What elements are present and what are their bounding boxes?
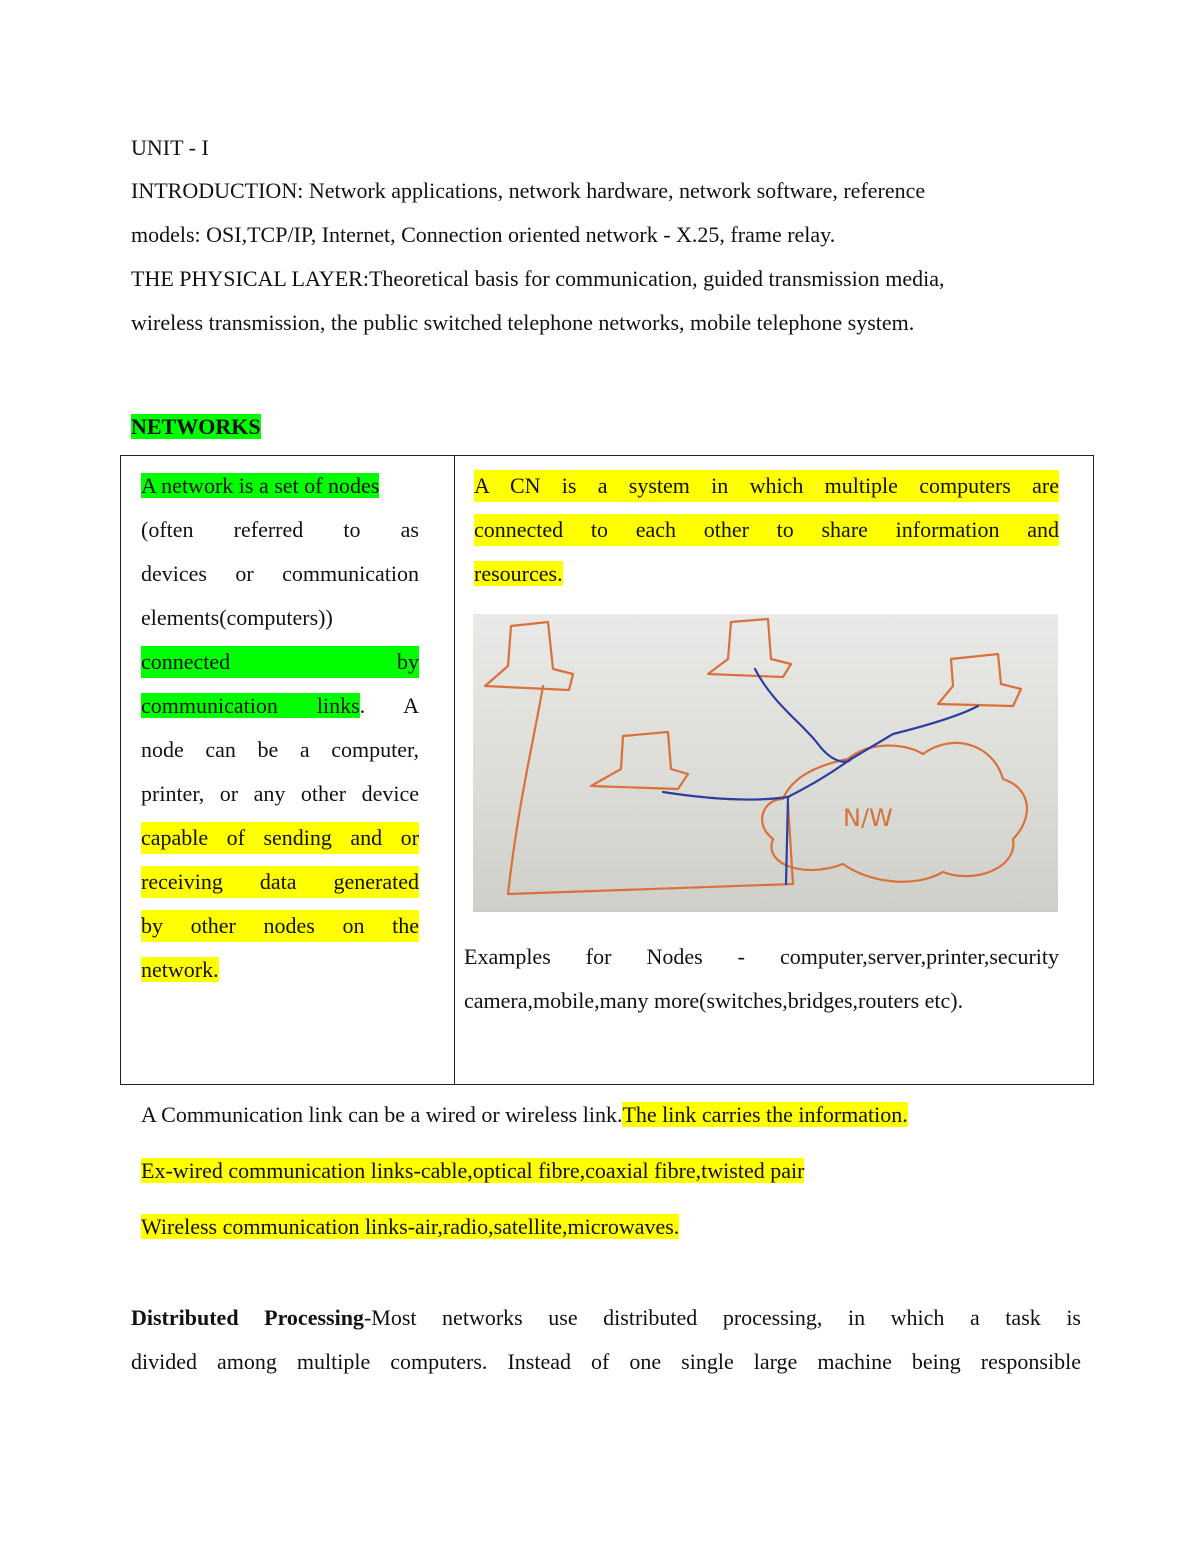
wire-down (786, 797, 788, 884)
wired-links-line: Ex-wired communication links-cable,optical fibre,coaxial fibre,twisted pair (141, 1158, 805, 1183)
left-line-10: receiving data generated (141, 866, 419, 898)
cn-line-3: resources. (474, 561, 563, 586)
examples-line-1: Examples for Nodes - computer,server,printer,security (464, 944, 1059, 969)
wire-left (508, 686, 793, 894)
wire-node3 (851, 706, 978, 759)
node-computer-4 (591, 732, 688, 789)
networks-heading: NETWORKS (131, 414, 261, 439)
network-cloud (762, 743, 1027, 882)
network-definition (141, 470, 419, 998)
network-sketch (473, 614, 1058, 912)
left-line-7: node can be a computer, (141, 737, 419, 762)
network-diagram-photo (473, 614, 1058, 912)
comm-link-line: A Communication link can be a wired or wireless link.The link carries the information. (141, 1102, 908, 1127)
distributed-processing-paragraph (131, 1302, 1081, 1390)
node-examples (464, 941, 1059, 1029)
distributed-term: Distributed Processing (131, 1305, 364, 1330)
wireless-links-line: Wireless communication links-air,radio,satellite,microwaves. (141, 1214, 680, 1239)
cloud-label: N/W (843, 804, 893, 832)
left-line-11: by other nodes on the (141, 910, 419, 942)
cn-line-1: A CN is a system in which multiple computers are (474, 470, 1059, 502)
left-line-3: devices or communication (141, 561, 419, 586)
wire-node2 (755, 669, 851, 762)
left-line-6: communication links. A (141, 693, 419, 718)
node-computer-3 (938, 654, 1021, 706)
cn-definition (474, 470, 1059, 602)
left-line-1: A network is a set of nodes (141, 473, 380, 498)
examples-line-2: camera,mobile,many more(switches,bridges,routers etc). (464, 988, 964, 1013)
cn-line-2: connected to each other to share information and (474, 514, 1059, 546)
left-line-5: connected by (141, 646, 419, 678)
intro-line-2: models: OSI,TCP/IP, Internet, Connection oriented network - X.25, frame relay. (131, 222, 836, 247)
physical-layer-line-1: THE PHYSICAL LAYER:Theoretical basis for communication, guided transmission media, (131, 266, 945, 291)
unit-title: UNIT - I (131, 135, 209, 160)
distributed-line-2: divided among multiple computers. Instead of one single large machine being responsible (131, 1349, 1081, 1374)
left-line-4: elements(computers)) (141, 605, 333, 630)
left-line-12: network. (141, 957, 219, 982)
physical-layer-line-2: wireless transmission, the public switched telephone networks, mobile telephone system. (131, 310, 915, 335)
node-computer-2 (708, 619, 791, 677)
node-computer-1 (485, 622, 573, 690)
left-line-8: printer, or any other device (141, 781, 419, 806)
distributed-line-1: Distributed Processing-Most networks use distributed processing, in which a task is (131, 1305, 1081, 1330)
left-line-9: capable of sending and or (141, 822, 419, 854)
left-line-2: (often referred to as (141, 517, 419, 542)
intro-line-1: INTRODUCTION: Network applications, network hardware, network software, reference (131, 178, 926, 203)
